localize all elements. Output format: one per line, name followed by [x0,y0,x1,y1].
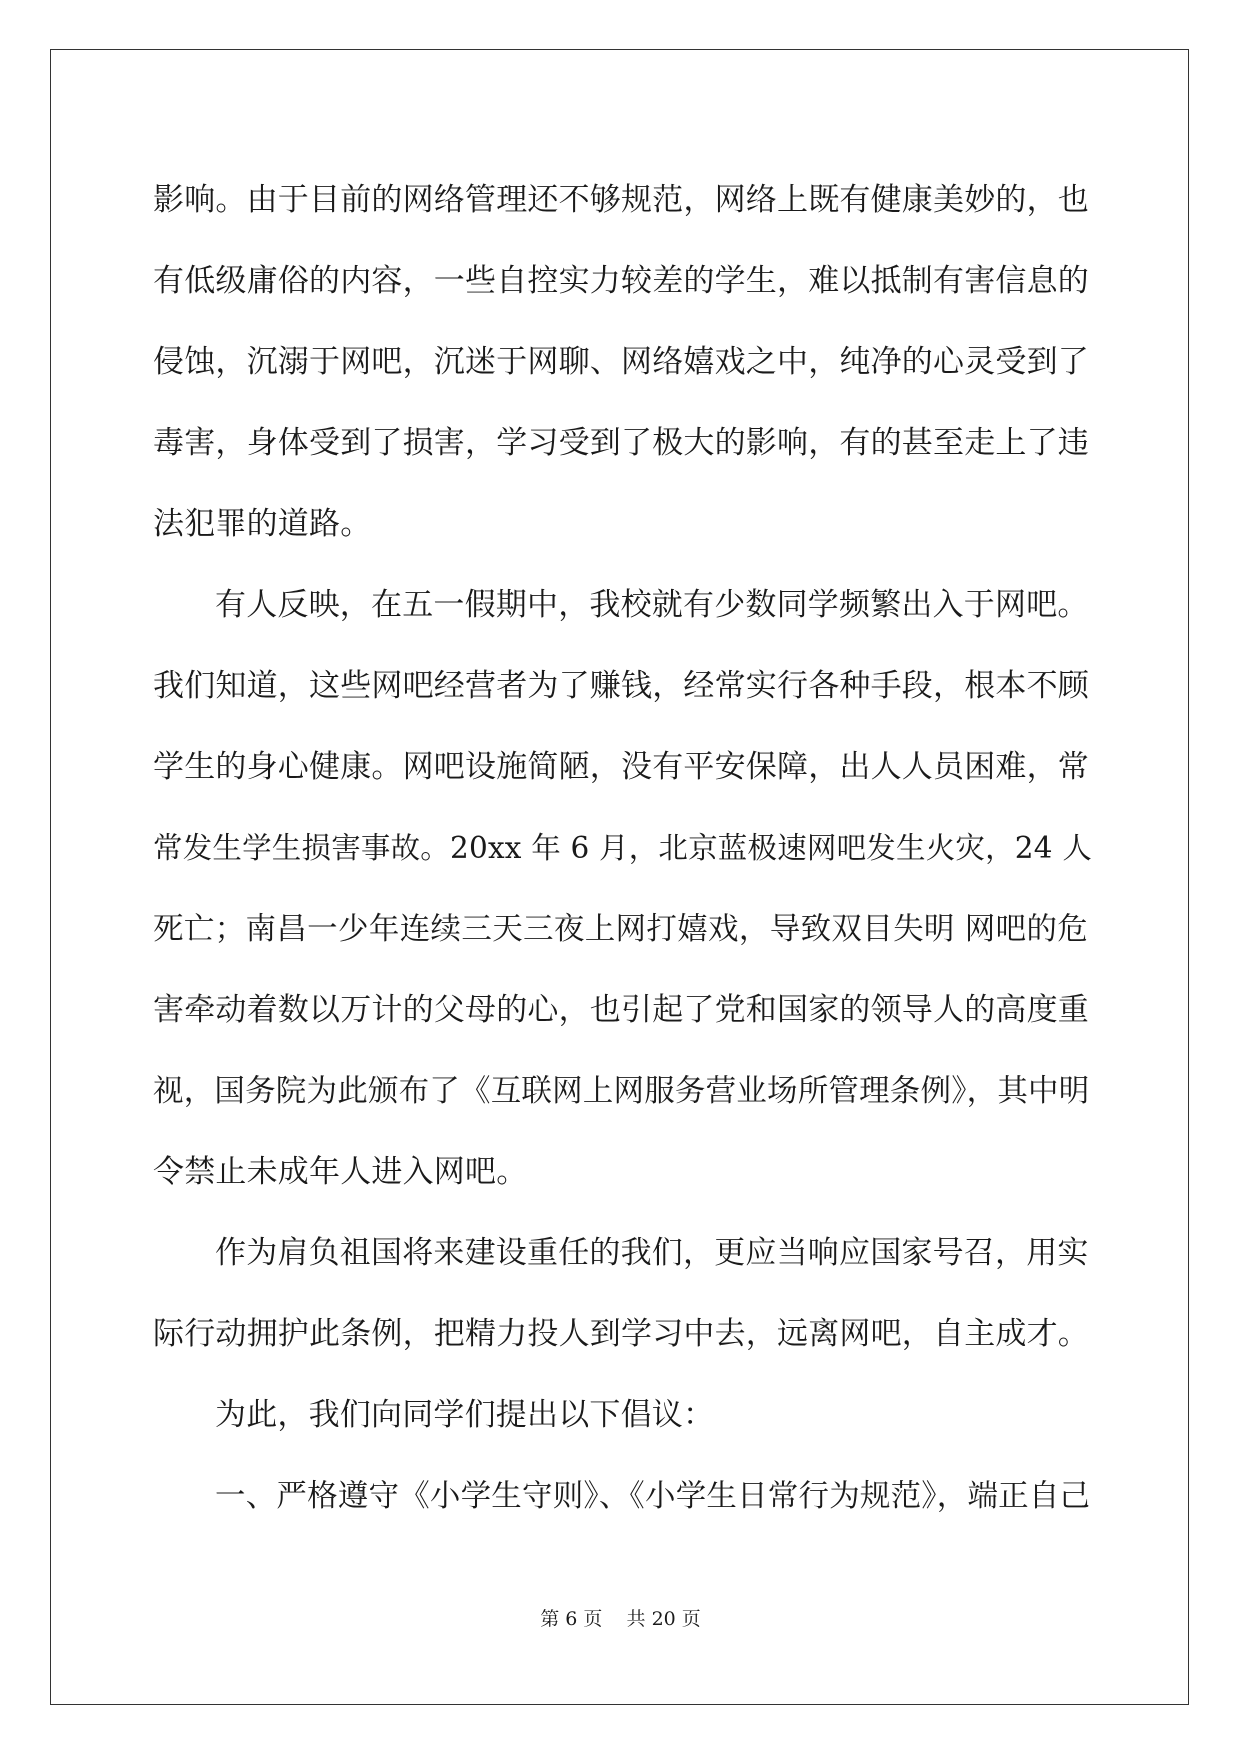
paragraph-first-line: 为此，我们向同学们提出以下倡议： [215,1397,715,1433]
text-line: 令禁止未成年人进入网吧。 [153,1154,528,1190]
text-line: 影响。由于目前的网络管理还不够规范，网络上既有健康美妙的，也 [153,182,1089,218]
text-line: 有低级庸俗的内容，一些自控实力较差的学生，难以抵制有害信息的 [153,263,1089,299]
text-line: 侵蚀，沉溺于网吧，沉迷于网聊、网络嬉戏之中，纯净的心灵受到了 [153,344,1089,380]
text-line: 法犯罪的道路。 [153,506,372,542]
text-line: 视，国务院为此颁布了《互联网上网服务营业场所管理条例》，其中明 [153,1074,1090,1109]
text-line: 我们知道，这些网吧经营者为了赚钱，经常实行各种手段，根本不顾 [153,668,1089,704]
document-body [153,160,1093,1537]
text-line: 际行动拥护此条例，把精力投人到学习中去，远离网吧，自主成才。 [153,1316,1089,1352]
paragraph-first-line: 有人反映，在五一假期中，我校就有少数同学频繁出入于网吧。 [215,587,1089,623]
text-line: 学生的身心健康。网吧设施简陋，没有平安保障，出人人员困难，常 [153,749,1089,785]
text-line: 害牵动着数以万计的父母的心，也引起了党和国家的领导人的高度重 [153,992,1089,1028]
text-line: 毒害，身体受到了损害，学习受到了极大的影响，有的甚至走上了违 [153,425,1089,461]
text-line: 常发生学生损害事故。20xx 年 6 月，北京蓝极速网吧发生火灾，24 人 [153,831,1093,865]
paragraph-first-line: 一、严格遵守《小学生守则》、《小学生日常行为规范》，端正自己 [215,1479,1091,1514]
paragraph-first-line: 作为肩负祖国将来建设重任的我们，更应当响应国家号召，用实 [215,1235,1089,1271]
page-number-footer: 第 6 页 共 20 页 [540,1608,701,1630]
text-line: 死亡；南昌一少年连续三天三夜上网打嬉戏，导致双目失明 网吧的危 [153,912,1088,947]
